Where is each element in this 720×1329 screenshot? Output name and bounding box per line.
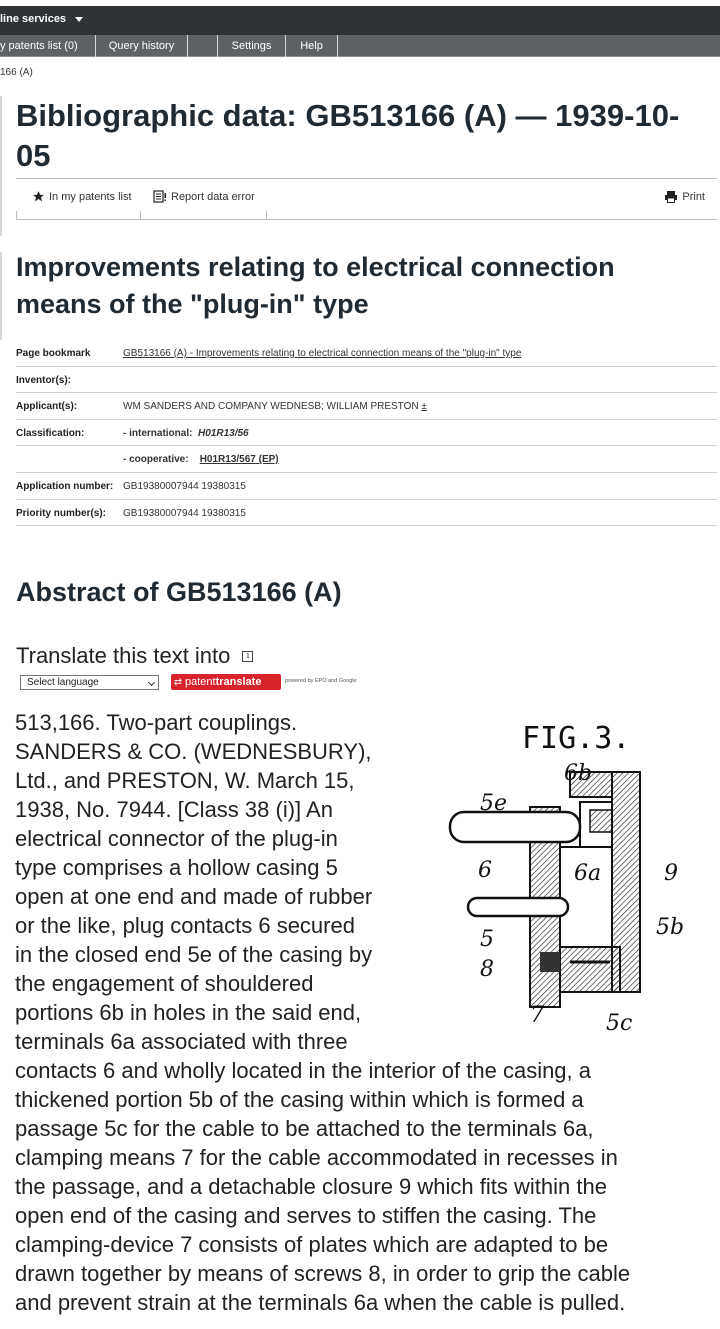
- table-row: [16, 340, 717, 367]
- page-bookmark-label: Page bookmark: [16, 348, 91, 359]
- chevron-down-icon[interactable]: [75, 17, 83, 22]
- abstract-title: Abstract of GB513166 (A): [16, 577, 342, 607]
- expand-applicants-toggle[interactable]: ±: [421, 401, 427, 413]
- printer-icon: [664, 190, 678, 203]
- figure-label: 8: [480, 957, 494, 982]
- abstract-line: drawn together by means of screws 8, in order to grip the cable: [15, 1261, 631, 1286]
- in-my-patents-list-button[interactable]: [32, 190, 132, 203]
- patenttranslate-button[interactable]: [171, 674, 281, 690]
- cooperative-label: - cooperative:: [123, 454, 189, 466]
- abstract-line: and prevent strain at the terminals 6a when the cable is pulled.: [15, 1290, 626, 1315]
- abstract-line: clamping means 7 for the cable accommodated in recesses in: [15, 1145, 618, 1170]
- divider: [140, 211, 141, 220]
- abstract-line: contacts 6 and wholly located in the interior of the casing, a: [15, 1058, 592, 1083]
- table-row: [16, 420, 717, 447]
- table-row: [16, 500, 717, 527]
- international-classification: H01R13/56: [198, 427, 249, 439]
- figure-label: 5: [480, 927, 494, 952]
- priority-numbers-value: GB19380007944 19380315: [123, 507, 246, 519]
- applicants-label: Applicant(s):: [16, 401, 78, 413]
- figure-label: 6a: [574, 861, 602, 886]
- tab-my-patents-list[interactable]: y patents list (0): [0, 35, 96, 57]
- international-label: - international:: [123, 427, 193, 439]
- abstract-line: open end of the casing and serves to stiffen the casing. The: [15, 1203, 597, 1228]
- abstract-line: the passage, and a detachable closure 9 which fits within the: [15, 1174, 607, 1199]
- report-data-error-label: Report data error: [171, 190, 255, 203]
- report-data-error-button[interactable]: [153, 190, 255, 203]
- figure-label: 5e: [480, 791, 508, 816]
- abstract-line: passage 5c for the cable to be attached to the terminals 6a,: [15, 1116, 594, 1141]
- abstract-line: thickened portion 5b of the casing within which is formed a: [15, 1087, 584, 1112]
- figure-label: 6b: [564, 761, 593, 786]
- application-number-value: GB19380007944 19380315: [123, 480, 246, 492]
- figure-label: 7: [530, 1003, 544, 1028]
- left-divider: [0, 252, 2, 340]
- table-row: [16, 367, 717, 394]
- abstract-line: Ltd., and PRESTON, W. March 15,: [15, 768, 355, 793]
- table-row: [16, 473, 717, 500]
- divider: [266, 211, 267, 220]
- invention-title: Improvements relating to electrical connection means of the "plug-in" type: [16, 252, 615, 319]
- patenttranslate-label-translate: translate: [215, 676, 262, 688]
- table-row: [16, 393, 717, 420]
- patenttranslate-label-patent: patent: [185, 676, 216, 688]
- abstract-line: terminals 6a associated with three: [15, 1029, 348, 1054]
- page-bookmark-link[interactable]: GB513166 (A) - Improvements relating to electrical connection means of the "plug-in" type: [123, 348, 522, 359]
- abstract-line: clamping-device 7 consists of plates which are adapted to be: [15, 1232, 609, 1257]
- print-label: Print: [682, 190, 705, 203]
- abstract-line: SANDERS & CO. (WEDNESBURY),: [15, 739, 372, 764]
- classification-label: Classification:: [16, 427, 85, 439]
- report-icon: [153, 190, 167, 203]
- online-services-menu[interactable]: line services: [0, 13, 67, 25]
- star-icon: [32, 190, 45, 203]
- divider: [16, 211, 17, 220]
- language-select[interactable]: [20, 675, 159, 690]
- priority-numbers-label: Priority number(s):: [16, 507, 107, 519]
- tab-settings[interactable]: Settings: [218, 35, 286, 57]
- tab-blank[interactable]: [188, 35, 218, 57]
- left-divider: [0, 96, 2, 236]
- translate-label: Translate this text into: [16, 643, 231, 668]
- info-icon[interactable]: i: [242, 651, 253, 662]
- cooperative-classification-link[interactable]: H01R13/567 (EP): [199, 454, 279, 466]
- patent-drawing-figure: [440, 712, 710, 1042]
- figure-label: 6: [478, 858, 492, 883]
- application-number-label: Application number:: [16, 480, 114, 492]
- inventors-label: Inventor(s):: [16, 374, 71, 386]
- abstract-line: open at one end and made of rubber: [15, 884, 373, 909]
- swap-arrows-icon: ⇄: [173, 677, 183, 688]
- abstract-line: electrical connector of the plug-in: [15, 826, 338, 851]
- figure-caption: FIG.3.: [522, 721, 631, 756]
- abstract-line: in the closed end 5e of the casing by: [15, 942, 373, 967]
- figure-label: 9: [664, 861, 678, 886]
- abstract-line: 513,166. Two-part couplings.: [15, 710, 298, 735]
- powered-by-note: powered by EPO and Google: [285, 678, 357, 684]
- tab-help[interactable]: Help: [286, 35, 338, 57]
- tab-query-history[interactable]: Query history: [96, 35, 188, 57]
- figure-label: 5c: [606, 1011, 633, 1036]
- translate-heading: [16, 643, 253, 669]
- language-select-value: Select language: [27, 677, 99, 688]
- abstract-line: type comprises a hollow casing 5: [15, 855, 338, 880]
- applicants-value: WM SANDERS AND COMPANY WEDNESB; WILLIAM PRESTON: [123, 401, 419, 413]
- print-button[interactable]: [664, 190, 705, 203]
- abstract-line: portions 6b in holes in the said end,: [15, 1000, 362, 1025]
- action-bar: [16, 178, 717, 220]
- breadcrumb: 166 (A): [0, 67, 33, 78]
- in-my-patents-list-label: In my patents list: [49, 190, 132, 203]
- bibliographic-table: [16, 340, 717, 526]
- figure-label: 5b: [656, 915, 685, 940]
- table-row: [16, 446, 717, 473]
- abstract-line: 1938, No. 7944. [Class 38 (i)] An: [15, 797, 333, 822]
- top-navigation-bar: [0, 6, 720, 35]
- page-title: Bibliographic data: GB513166 (A) — 1939-10-05: [16, 98, 680, 173]
- abstract-line: or the like, plug contacts 6 secured: [15, 913, 355, 938]
- tab-bar: [0, 35, 720, 57]
- abstract-line: the engagement of shouldered: [15, 971, 314, 996]
- chevron-down-icon: [148, 679, 155, 686]
